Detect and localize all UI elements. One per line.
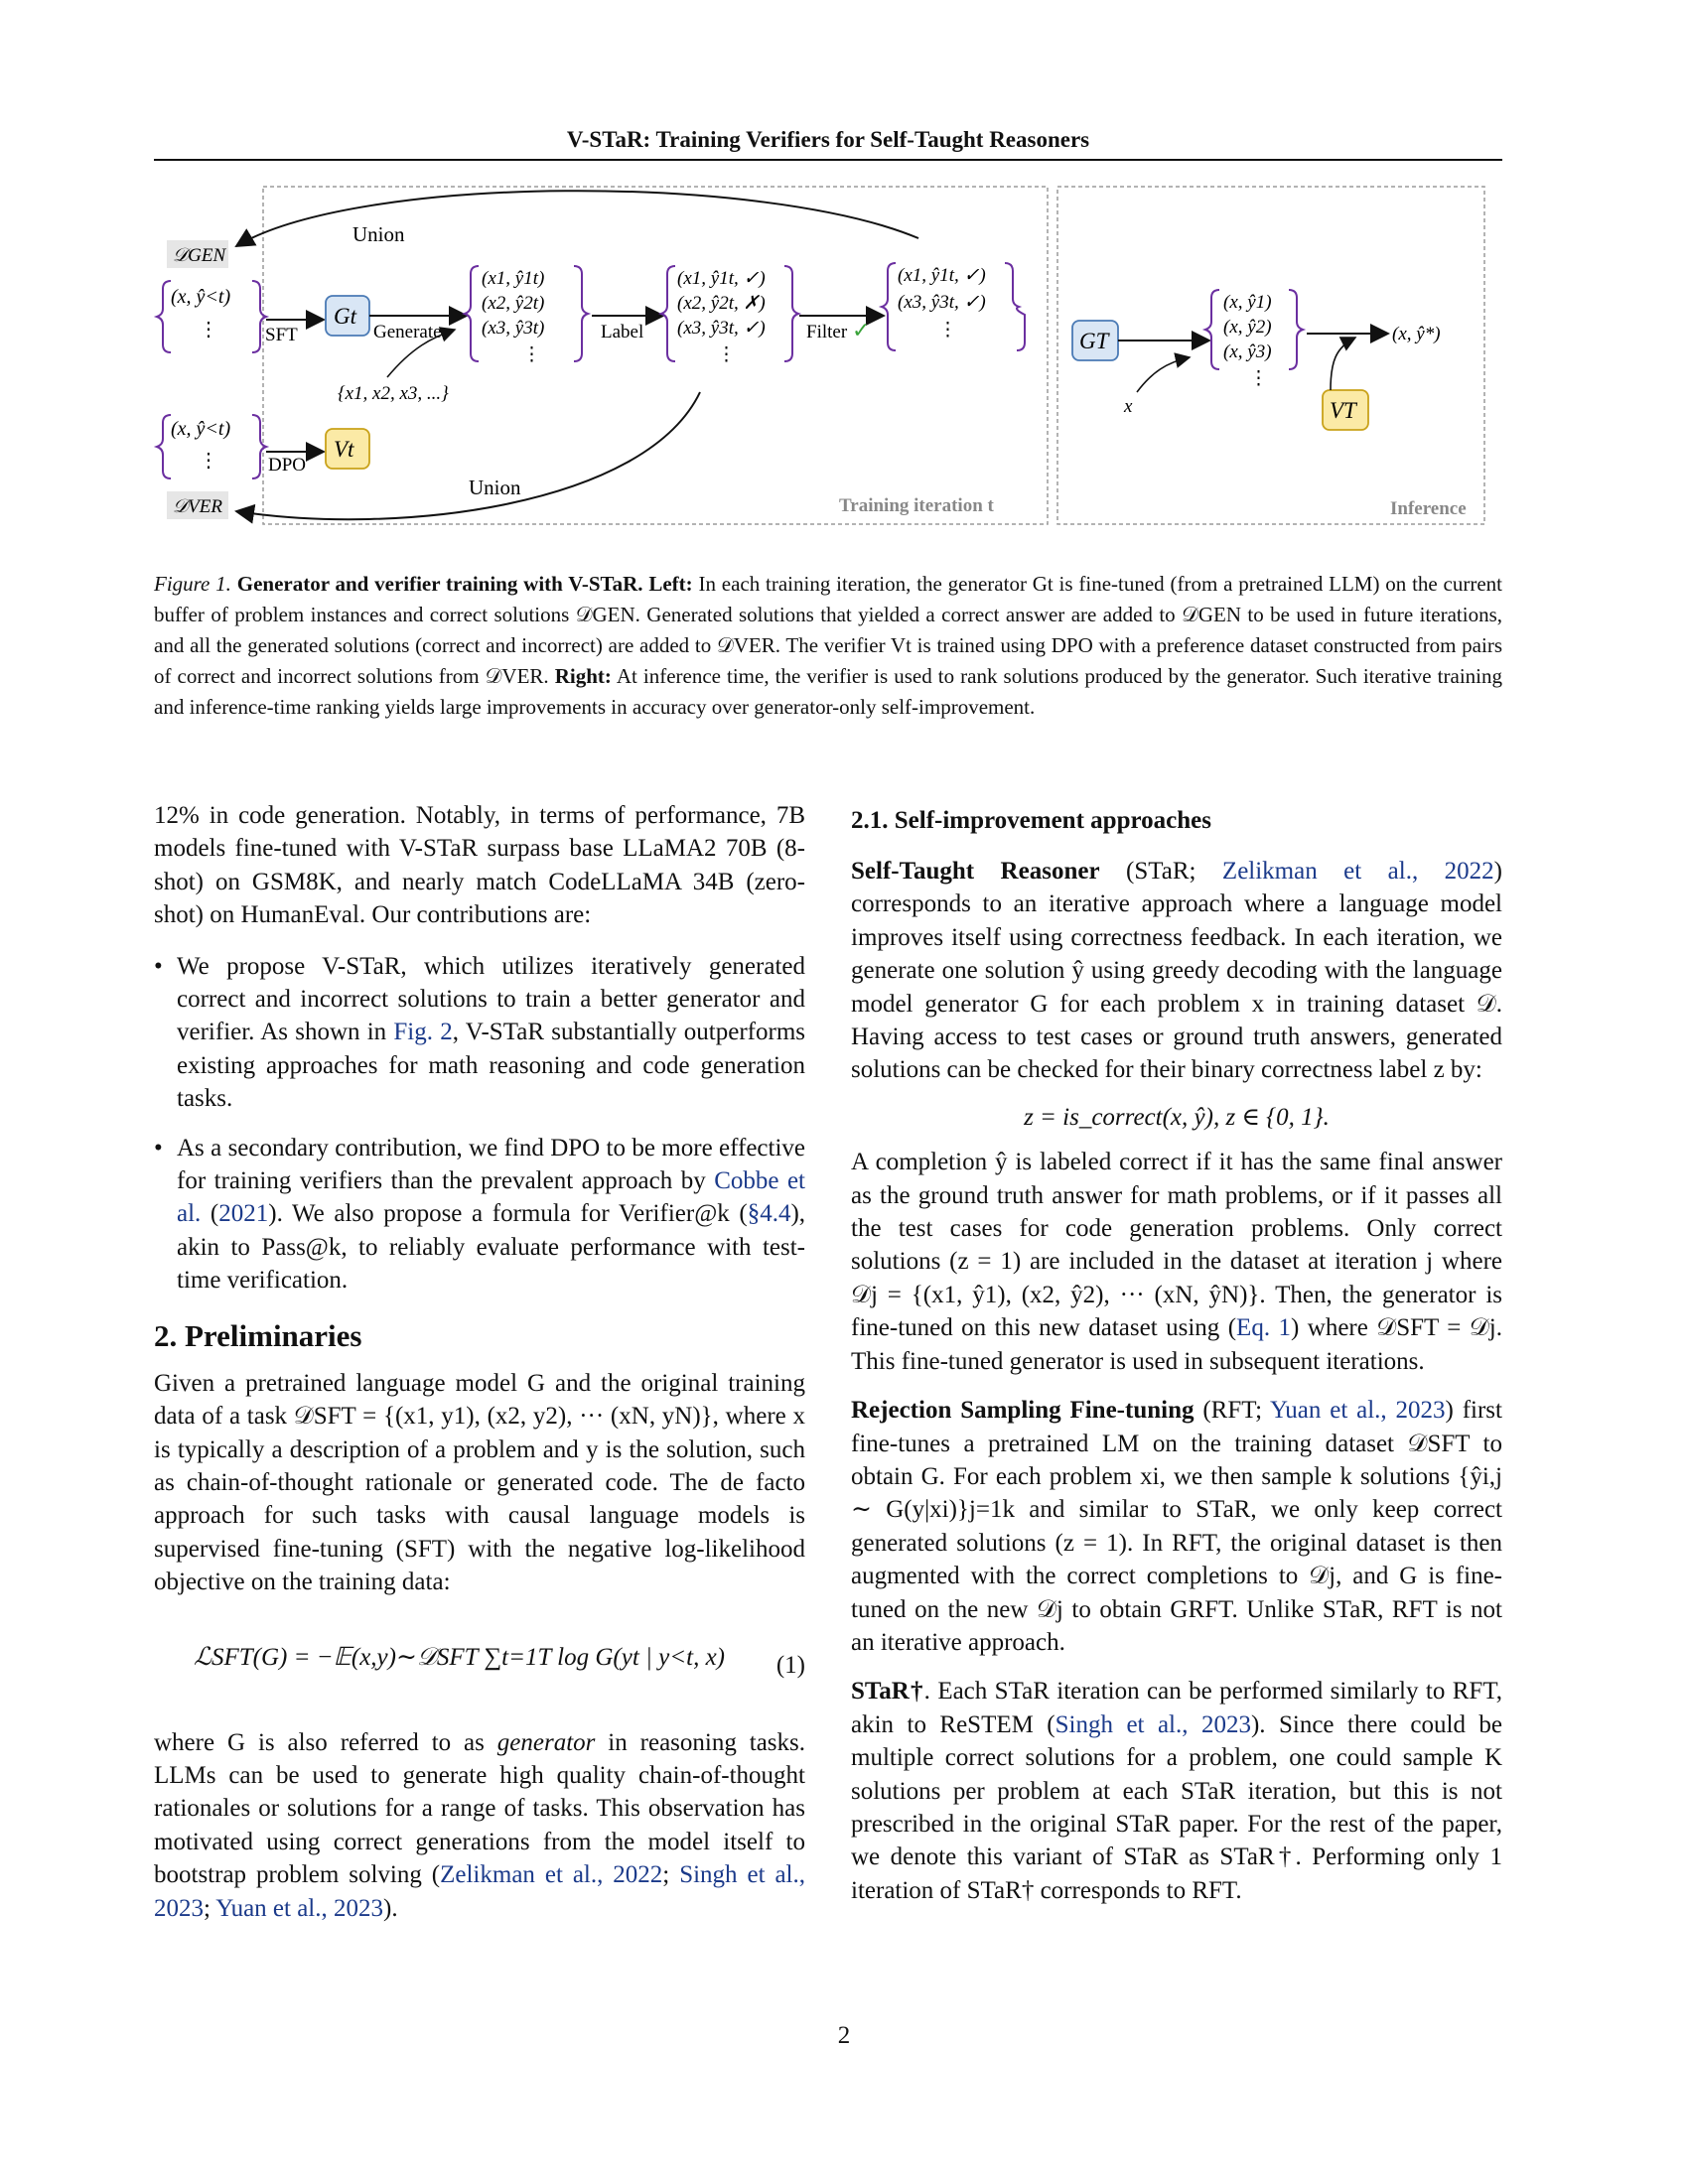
- rft-yuan-link[interactable]: Yuan et al., 2023: [1270, 1397, 1446, 1425]
- star-dagger-text-a: . Each STaR iteration can be performed similarly to RFT, akin to ReSTEM (: [851, 1678, 1502, 1738]
- figure-1-diagram: [149, 179, 1509, 536]
- star-run-in-head: Self-Taught Reasoner: [851, 858, 1100, 885]
- singh-citation-link[interactable]: Singh et al., 2023: [154, 1861, 805, 1922]
- union-arrow-bottom: [236, 392, 700, 519]
- generator-para-a: where G is also referred to as: [154, 1728, 485, 1756]
- star-paragraph: [851, 855, 1502, 1087]
- best-solution: (x, ŷ*): [1392, 324, 1441, 344]
- rft-paragraph: [851, 1394, 1502, 1659]
- labeled-output-1: (x1, ŷ1t, ✓): [677, 268, 766, 289]
- contribution-item-2: [154, 1132, 805, 1297]
- d-ver-label: 𝒟VER: [173, 496, 222, 517]
- page-number: 2: [837, 2022, 851, 2049]
- gen-output-1: (x1, ŷ1t): [482, 268, 545, 289]
- labeled-output-vdots: ⋮: [717, 344, 736, 365]
- dpo-label: DPO: [268, 455, 307, 476]
- cobbe-year-link[interactable]: 2021: [218, 1200, 269, 1228]
- contribution-2-text: As a secondary contribution, we find DPO to be more effective for training verifiers than the prevalent approach by: [177, 1134, 805, 1195]
- gen-output-vdots: ⋮: [522, 344, 541, 365]
- section-heading-preliminaries: 2. Preliminaries: [154, 1317, 362, 1353]
- contributions-intro: 12% in code generation. Notably, in terms of performance, 7B models fine-tuned with V-STaR surpass base LLaMA2 70B (8-shot) on GSM8K, and nearly match CodeLLaMA 34B (zero-shot) on HumanEval. Our contributions are:: [154, 802, 805, 929]
- right-column: [851, 804, 1502, 1907]
- eq1-link[interactable]: Eq. 1: [1236, 1314, 1292, 1342]
- completion-text-a: A completion ŷ is labeled correct if it has the same final answer as the ground truth answer for math problems, or if it passes all the test cases for code generation problems. Only correct solutions (z = 1) are included in the dataset at iteration j where 𝒟j = {(x1, ŷ1), (x2, ŷ2), ··· (xN, ŷN)}. Then, the generator is fine-tuned on this new dataset using (: [851, 1149, 1502, 1342]
- yuan-citation-link[interactable]: Yuan et al., 2023: [215, 1894, 383, 1922]
- inf-output-3: (x, ŷ3): [1223, 341, 1272, 362]
- verifier-T-label: VT: [1330, 398, 1356, 423]
- generate-label: Generate: [373, 322, 442, 342]
- cite-sep-2: ;: [204, 1894, 216, 1922]
- star-dagger-singh-link[interactable]: Singh et al., 2023: [1055, 1710, 1251, 1738]
- star-dagger-paragraph: [851, 1675, 1502, 1907]
- filter-check-icon: ✓: [852, 318, 871, 342]
- caption-left-tag: Left:: [648, 572, 693, 596]
- header-rule: [154, 159, 1502, 161]
- filtered-output-vdots: ⋮: [938, 320, 957, 341]
- d-gen-label: 𝒟GEN: [173, 245, 226, 266]
- gen-output-3: (x3, ŷ3t): [482, 318, 545, 339]
- contributions-list: [154, 950, 805, 1297]
- labeled-output-2: (x2, ŷ2t, ✗): [677, 293, 766, 314]
- star-dagger-run-in-head: STaR†: [851, 1678, 924, 1706]
- inference-label: Inference: [1390, 498, 1467, 519]
- contribution-2-paren: (: [201, 1200, 219, 1228]
- contribution-1-text: We propose V-STaR, which utilizes iteratively generated correct and incorrect solutions to train a better generator and verifier. As shown in: [177, 952, 805, 1046]
- caption-title: Generator and verifier training with V-STaR.: [236, 572, 643, 596]
- label-step: Label: [601, 322, 644, 342]
- inference-x: x: [1124, 396, 1133, 417]
- inf-output-vdots: ⋮: [1249, 368, 1268, 389]
- filtered-output-2: (x3, ŷ3t, ✓): [898, 292, 986, 313]
- star-text-a: (STaR;: [1099, 858, 1222, 885]
- gen-output-2: (x2, ŷ2t): [482, 293, 545, 314]
- gen-buffer-item: (x, ŷ<t): [171, 286, 231, 308]
- completion-text-b: ) where 𝒟SFT = 𝒟j. This fine-tuned generator is used in subsequent iterations.: [851, 1314, 1502, 1375]
- ver-buffer-vdots: ⋮: [199, 450, 218, 472]
- union-arrow-top: [236, 191, 918, 246]
- rft-text-a: (RFT;: [1194, 1397, 1271, 1425]
- sft-loss-equation: ℒSFT(G) = −𝔼(x,y)∼𝒟SFT ∑t=1T log G(yt | y<t, x): [194, 1643, 725, 1671]
- equation-1: [154, 1611, 805, 1720]
- gen-buffer-vdots: ⋮: [199, 319, 218, 341]
- running-header: V-STaR: Training Verifiers for Self-Taught Reasoners: [566, 127, 1090, 152]
- is-correct-equation: z = is_correct(x, ŷ), z ∈ {0, 1}.: [1024, 1103, 1330, 1131]
- verifier-t-label: Vt: [334, 437, 354, 462]
- star-dagger-text-b: ). Since there could be multiple correct solutions for a problem, one could sample K solutions per problem at each STaR iteration, but this is not prescribed in the original STaR paper. For the rest of the paper, we denote this variant of STaR as STaR†. Performing only 1 iteration of STaR† corresponds to RFT.: [851, 1710, 1503, 1904]
- training-iteration-label: Training iteration t: [839, 495, 994, 516]
- star-zelikman-link[interactable]: Zelikman et al., 2022: [1221, 858, 1494, 885]
- caption-left-text: In each training iteration, the generator Gt is fine-tuned (from a pretrained LLM) on the current buffer of problem instances and correct solutions 𝒟GEN. Generated solutions that yielded a correct answer are added to 𝒟GEN to be used in future iterations, and all the generated solutions (correct and incorrect) are added to 𝒟VER. The verifier Vt is trained using DPO with a preference dataset constructed from pairs of correct and incorrect solutions from 𝒟VER.: [154, 572, 1502, 688]
- completion-paragraph: [851, 1146, 1502, 1378]
- inf-output-2: (x, ŷ2): [1223, 317, 1272, 338]
- generator-term: generator: [496, 1728, 596, 1756]
- union-top-label: Union: [352, 222, 405, 246]
- fig2-link[interactable]: Fig. 2: [393, 1019, 453, 1046]
- contribution-2-text-end: ), akin to Pass@k, to reliably evaluate performance with test-time verification.: [177, 1200, 806, 1295]
- filtered-output-1: (x1, ŷ1t, ✓): [898, 265, 986, 286]
- union-bottom-label: Union: [469, 476, 521, 499]
- contribution-item-1: [154, 950, 805, 1116]
- caption-right-text: At inference time, the verifier is used to rank solutions produced by the generator. Such iterative training and inference-time ranking yields large improvements in accuracy over generator-only self-improvement.: [154, 664, 1502, 719]
- contribution-1-text-end: , V-STaR substantially outperforms existing approaches for math reasoning and code generation tasks.: [177, 1019, 805, 1113]
- generator-para-c: ).: [383, 1894, 398, 1922]
- inf-output-1: (x, ŷ1): [1223, 292, 1272, 313]
- rft-text-b: ) first fine-tunes a pretrained LM on the training dataset 𝒟SFT to obtain G. For each problem xi, we then sample k solutions {ŷi,j ∼ G(y|xi)}j=1k and similar to STaR, we only keep correct generated solutions (z = 1). In RFT, the original dataset is then augmented with the correct completions to 𝒟j, and G is fine-tuned on the new 𝒟j to obtain GRFT. Unlike STaR, RFT is not an iterative approach.: [851, 1397, 1502, 1656]
- equation-number: (1): [775, 1651, 805, 1679]
- figure-1-caption: [154, 569, 1502, 723]
- filter-step: Filter: [806, 322, 848, 342]
- cite-sep-1: ;: [662, 1861, 680, 1889]
- labeled-output-3: (x3, ŷ3t, ✓): [677, 318, 766, 339]
- sft-label: SFT: [265, 325, 298, 345]
- preliminaries-paragraph: Given a pretrained language model G and the original training data of a task 𝒟SFT = {(x1, y1), (x2, y2), ··· (xN, yN)}, where x is typically a description of a problem and y is the solution, such as chain-of-thought rationale or generated code. The de facto approach for such tasks with causal language models is supervised fine-tuning (SFT) with the negative log-likelihood objective on the training data:: [154, 1369, 805, 1596]
- generator-paragraph: [154, 1726, 805, 1925]
- generator-T-label: GT: [1079, 329, 1109, 353]
- caption-figure-label: Figure 1.: [154, 572, 231, 596]
- generator-t-label: Gt: [334, 304, 356, 329]
- generator-para-b: in reasoning tasks. LLMs can be used to generate high quality chain-of-thought rationales or solutions for a range of tasks. This observation has motivated using correct generations from the model itself to bootstrap problem solving (: [154, 1728, 805, 1889]
- problem-set: {x1, x2, x3, ...}: [338, 383, 449, 404]
- subsection-heading-self-improvement: 2.1. Self-improvement approaches: [851, 807, 1211, 834]
- section-4-4-link[interactable]: §4.4: [747, 1200, 791, 1228]
- rft-run-in-head: Rejection Sampling Fine-tuning: [851, 1397, 1195, 1425]
- left-column: [154, 799, 805, 1925]
- zelikman-citation-link[interactable]: Zelikman et al., 2022: [440, 1861, 663, 1889]
- star-text-b: ) corresponds to an iterative approach where a language model improves itself using correctness feedback. In each iteration, we generate one solution ŷ using greedy decoding with the language model generator G for each problem x in training dataset 𝒟. Having access to test cases or ground truth answers, generated solutions can be checked for their binary correctness label z by:: [851, 858, 1502, 1084]
- cobbe-citation-link[interactable]: Cobbe et al.: [177, 1167, 805, 1228]
- ver-buffer-item: (x, ŷ<t): [171, 418, 231, 440]
- contribution-2-text-mid: ). We also propose a formula for Verifier@k (: [268, 1200, 748, 1228]
- caption-right-tag: Right:: [554, 664, 612, 688]
